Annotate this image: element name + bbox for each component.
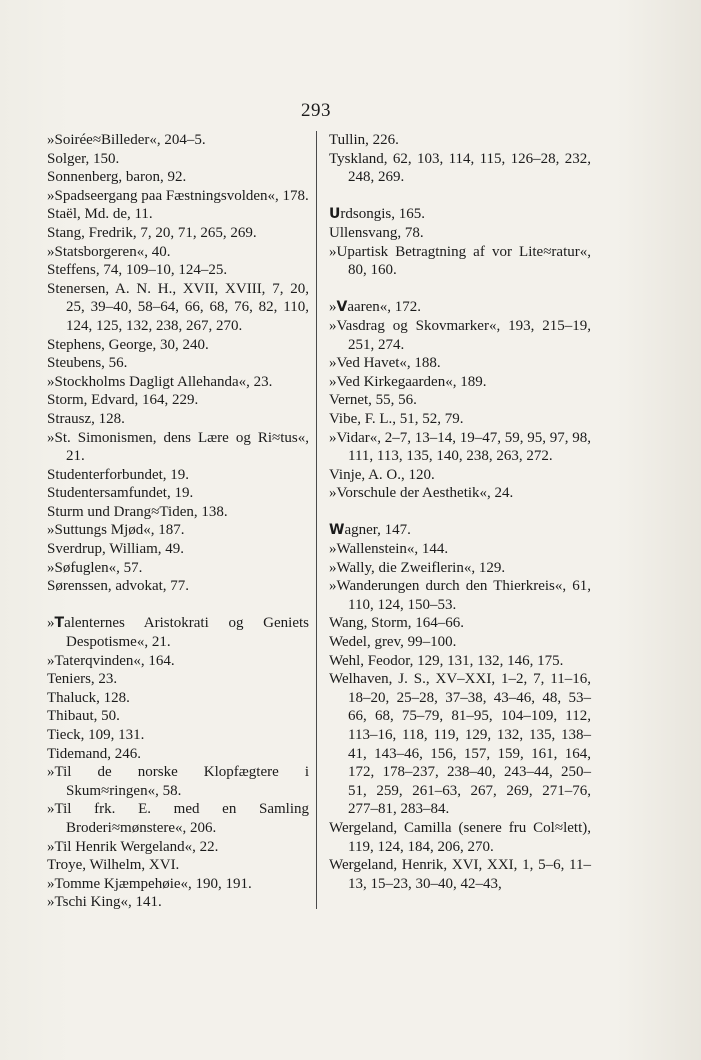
index-entry: Sturm und Drang≈Tiden, 138.: [47, 503, 228, 520]
index-entry: »Vidar«, 2–7, 13–14, 19–47, 59, 95, 97, 98, 111, 113, 135, 140, 238, 263, 272.: [329, 429, 592, 465]
index-entry: Solger, 150.: [47, 150, 120, 167]
section-initial: T: [54, 615, 65, 632]
index-entry: Vinje, A. O., 120.: [329, 466, 435, 483]
index-entry: Sonnenberg, baron, 92.: [47, 169, 187, 186]
index-entry: Stang, Fredrik, 7, 20, 71, 265, 269.: [47, 224, 257, 241]
index-entry: [329, 521, 591, 540]
index-entry: »Wanderungen durch den Thierkreis«, 61, 110, 124, 150–53.: [329, 578, 591, 613]
section-initial: V: [336, 299, 348, 316]
column-divider: [316, 131, 317, 909]
index-entry: Troye, Wilhelm, XVI.: [47, 857, 180, 874]
index-entry: Sørenssen, advokat, 77.: [47, 578, 190, 595]
index-entry: Tullin, 226.: [329, 132, 399, 148]
index-entry: »Taterqvinden«, 164.: [47, 652, 175, 669]
index-entry: Vibe, F. L., 51, 52, 79.: [329, 410, 464, 427]
index-entry: Tyskland, 62, 103, 114, 115, 126–28, 232, 248, 269.: [329, 150, 591, 186]
index-entry: »Til Henrik Wergeland«, 22.: [47, 838, 219, 855]
index-entry: »Søfuglen«, 57.: [47, 559, 143, 576]
entry-text: aaren«, 172.: [347, 299, 422, 316]
index-entry: Strausz, 128.: [47, 410, 125, 427]
index-entry: [329, 205, 591, 224]
index-entry: Stenersen, A. N. H., XVII, XVIII, 7, 20, 25, 39–40, 58–64, 66, 68, 76, 82, 110, 124, 125, 132, 238, 267, 270.: [47, 280, 309, 334]
index-entry: »Tomme Kjæmpehøie«, 190, 191.: [47, 875, 252, 892]
index-entry: »Wally, die Zweiflerin«, 129.: [329, 559, 506, 576]
section-initial: W: [329, 522, 345, 539]
section-gap: [329, 187, 591, 206]
index-entry: »Ved Havet«, 188.: [329, 355, 441, 372]
index-entry: Wehl, Feodor, 129, 131, 132, 146, 175.: [329, 652, 564, 669]
index-entry: Wergeland, Camilla (senere fru Col≈lett), 119, 124, 184, 206, 270.: [329, 819, 591, 855]
page-number: 293: [301, 100, 331, 121]
entry-prefix: »: [329, 299, 337, 316]
index-entry: Welhaven, J. S., XV–XXI, 1–2, 7, 11–16, 18–20, 25–28, 37–38, 43–46, 48, 53–66, 68, 75–79, 81–95, 104–109, 112, 113–16, 118, 119, 129, 132, 135, 138–41, 143–46, 156, 157, 159, 161, 164, 172, 178–237, 238–40, 243–44, 250–51, 259, 261–63, 267, 269, 271–76, 277–81, 283–84.: [329, 671, 591, 818]
index-entry: »St. Simonismen, dens Lære og Ri≈tus«, 21.: [47, 429, 309, 465]
index-entry: »Spadseergang paa Fæstningsvolden«, 178.: [47, 187, 309, 204]
index-column-right: [329, 131, 591, 893]
entry-text: alenternes Aristokrati og Geniets Despotisme«, 21.: [64, 615, 309, 651]
index-entry: Thibaut, 50.: [47, 708, 120, 725]
section-gap: [47, 596, 309, 615]
section-gap: [329, 280, 591, 299]
index-entry: Studenterforbundet, 19.: [47, 466, 190, 483]
index-entry: »Wallenstein«, 144.: [329, 541, 449, 558]
index-entry: Thaluck, 128.: [47, 689, 130, 706]
index-entry: Wergeland, Henrik, XVI, XXI, 1, 5–6, 11–13, 15–23, 30–40, 42–43,: [329, 857, 591, 892]
index-entry: Wedel, grev, 99–100.: [329, 634, 457, 651]
section-gap: [329, 503, 591, 522]
index-entry: »Suttungs Mjød«, 187.: [47, 522, 185, 539]
entry-text: agner, 147.: [344, 522, 411, 539]
index-entry: Sverdrup, William, 49.: [47, 541, 185, 558]
index-entry: Tieck, 109, 131.: [47, 727, 145, 743]
index-entry: »Soirée≈Billeder«, 204–5.: [47, 132, 206, 148]
index-column-left: [47, 131, 309, 912]
index-entry: [329, 298, 591, 317]
index-entry: »Upartisk Betragtning af vor Lite≈ratur«, 80, 160.: [329, 243, 591, 279]
index-entry: Staël, Md. de, 11.: [47, 206, 153, 223]
index-entry: Tidemand, 246.: [47, 745, 142, 762]
index-entry: Steffens, 74, 109–10, 124–25.: [47, 262, 228, 279]
index-entry: Vernet, 55, 56.: [329, 392, 417, 409]
index-entry: [47, 614, 309, 651]
index-entry: Storm, Edvard, 164, 229.: [47, 392, 199, 409]
index-entry: »Til de norske Klopfægtere i Skum≈ringen«, 58.: [47, 764, 309, 799]
index-entry: »Stockholms Dagligt Allehanda«, 23.: [47, 373, 273, 390]
index-entry: »Ved Kirkegaarden«, 189.: [329, 373, 487, 390]
section-initial: U: [329, 206, 341, 223]
index-entry: »Vasdrag og Skovmarker«, 193, 215–19, 251, 274.: [329, 317, 591, 353]
index-entry: »Vorschule der Aesthetik«, 24.: [329, 485, 514, 502]
index-entry: Stephens, George, 30, 240.: [47, 336, 209, 353]
index-entry: »Tschi King«, 141.: [47, 894, 162, 911]
index-entry: »Statsborgeren«, 40.: [47, 243, 171, 260]
entry-text: rdsongis, 165.: [340, 206, 425, 223]
index-entry: Teniers, 23.: [47, 671, 118, 688]
entry-prefix: »: [47, 615, 55, 632]
index-entry: »Til frk. E. med en Samling Broderi≈mønstere«, 206.: [47, 801, 309, 836]
index-entry: Ullensvang, 78.: [329, 224, 424, 241]
index-entry: Steubens, 56.: [47, 355, 128, 372]
index-entry: Studentersamfundet, 19.: [47, 485, 194, 502]
index-entry: Wang, Storm, 164–66.: [329, 615, 465, 632]
